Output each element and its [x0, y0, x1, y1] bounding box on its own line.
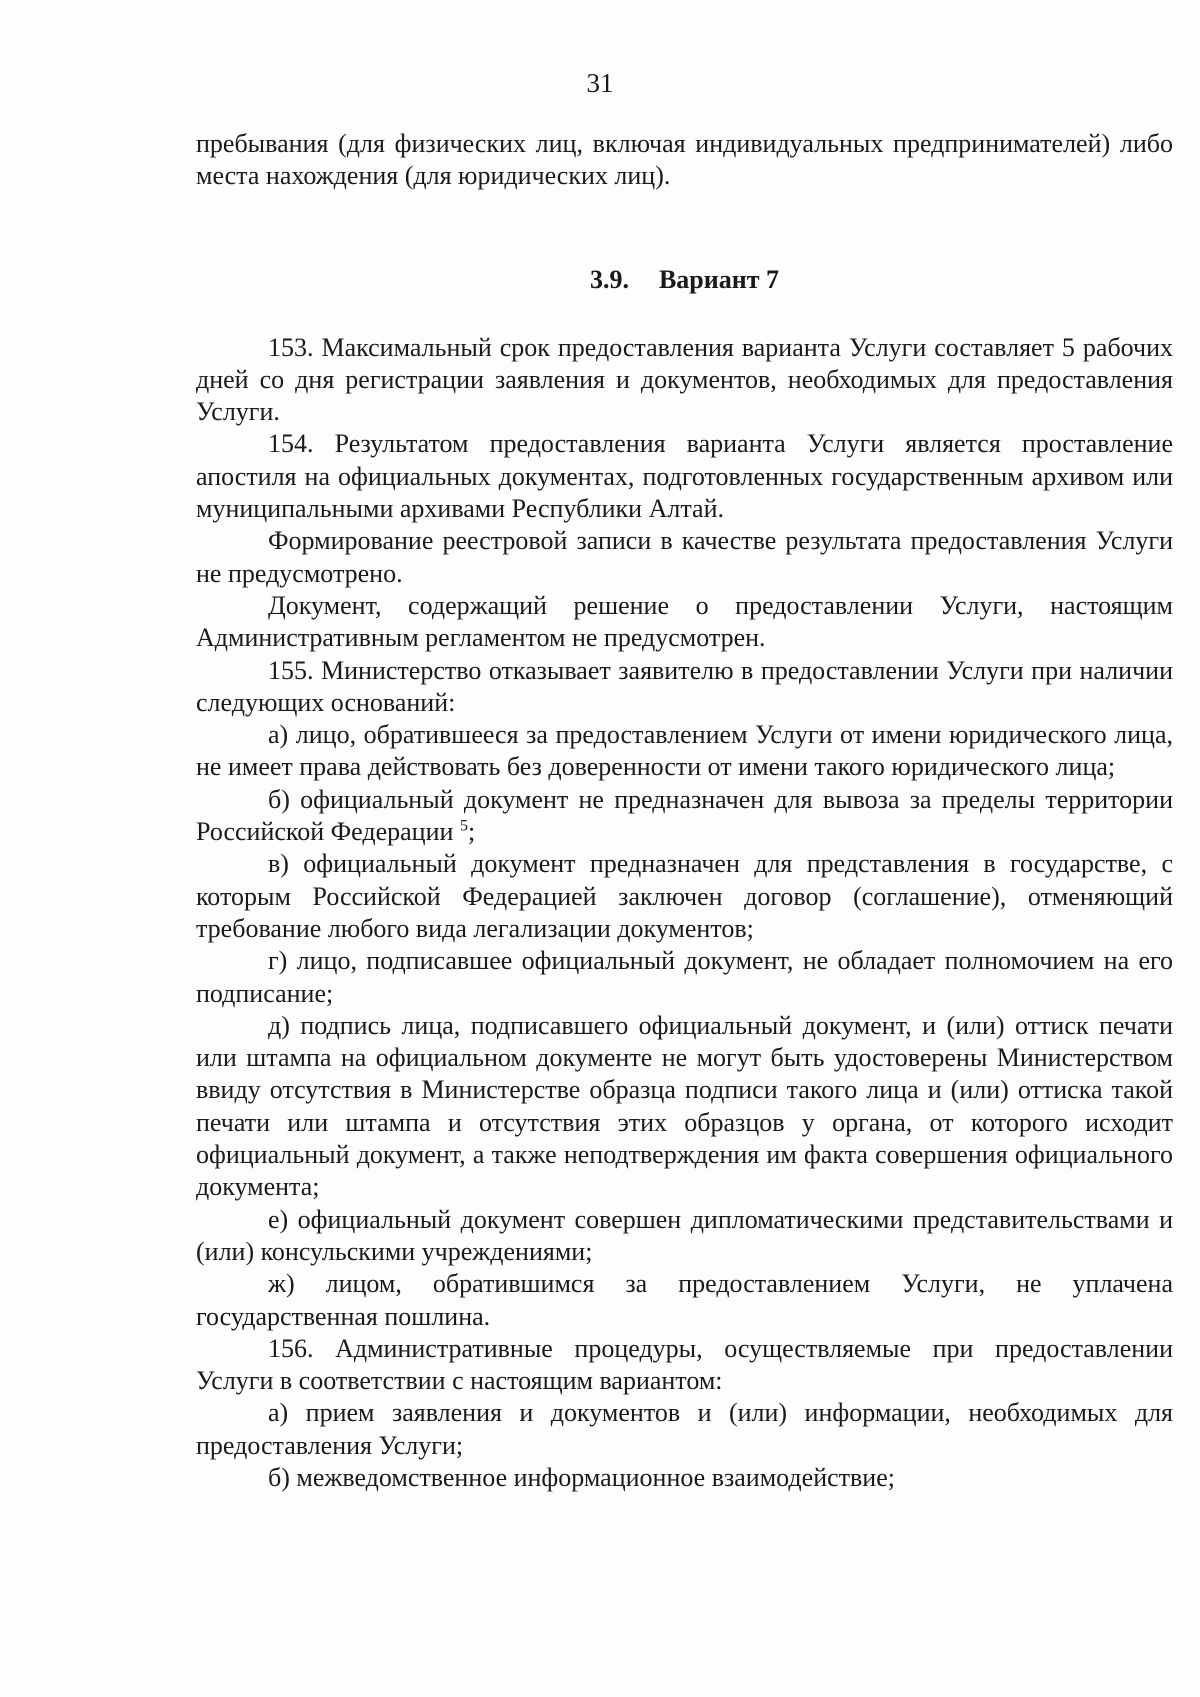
paragraph-156-b: б) межведомственное информационное взаимодействие; — [268, 1462, 895, 1492]
footnote-marker[interactable]: 5 — [459, 817, 468, 835]
paragraph-154-document: Документ, содержащий решение о предоставлении Услуги, настоящим Административным регламентом не предусмотрен. — [196, 590, 1173, 653]
paragraph-154: 154. Результатом предоставления варианта Услуги является проставление апостиля на официальных документах, подготовленных государственным архивом или муниципальными архивами Республики Алтай. — [196, 429, 1173, 524]
paragraph-continuation: пребывания (для физических лиц, включая индивидуальных предпринимателей) либо места нахождения (для юридических лиц). — [196, 129, 1173, 191]
paragraph-155-zh: ж) лицом, обратившимся за предоставлением Услуги, не уплачена государственная пошлина. — [196, 1269, 1173, 1331]
paragraph-155-b-text: б) официальный документ не предназначен для вывоза за пределы территории Российской Федерации — [196, 784, 1173, 847]
paragraph-154-record: Формирование реестровой записи в качестве результата предоставления Услуги не предусмотрено. — [196, 526, 1173, 588]
section-number: 3.9. — [589, 264, 629, 294]
paragraph-155-g: г) лицо, подписавшее официальный документ, не обладает полномочием на его подписание; — [196, 946, 1173, 1008]
paragraph-156-a: а) прием заявления и документов и (или) информации, необходимых для предоставления Услуги; — [196, 1398, 1173, 1460]
paragraph-155-e: е) официальный документ совершен дипломатическими представительствами и (или) консульскими учреждениями; — [196, 1204, 1173, 1266]
paragraph-155-b-end: ; — [467, 817, 476, 847]
section-title: Вариант 7 — [658, 264, 780, 294]
paragraph-155-d: д) подпись лица, подписавшего официальный документ, и (или) оттиск печати или штампа на официальном документе не могут быть удостоверены Министерством ввиду отсутствия в Министерстве образца подписи такого лица и (или) оттиска такой печати или штампа и отсутствия этих образцов у органа, от которого исходит официальный документ, а также неподтверждения им факта совершения официального документа; — [196, 1010, 1173, 1202]
paragraph-155: 155. Министерство отказывает заявителю в предоставлении Услуги при наличии следующих оснований: — [196, 655, 1173, 717]
paragraph-155-v: в) официальный документ предназначен для представления в государстве, с которым Российской Федерацией заключен договор (соглашение), отменяющий требование любого вида легализации документов; — [196, 849, 1173, 943]
paragraph-155-a: а) лицо, обратившееся за предоставлением Услуги от имени юридического лица, не имеет права действовать без доверенности от имени такого юридического лица; — [196, 720, 1173, 782]
paragraph-155-b — [196, 784, 1173, 849]
section-heading — [196, 264, 1173, 296]
page-number: 31 — [586, 68, 614, 98]
paragraph-156: 156. Административные процедуры, осуществляемые при предоставлении Услуги в соответствии с настоящим вариантом: — [196, 1333, 1173, 1396]
paragraph-153: 153. Максимальный срок предоставления варианта Услуги составляет 5 рабочих дней со дня регистрации заявления и документов, необходимых для предоставления Услуги. — [196, 332, 1173, 427]
document-body — [196, 128, 1173, 1494]
